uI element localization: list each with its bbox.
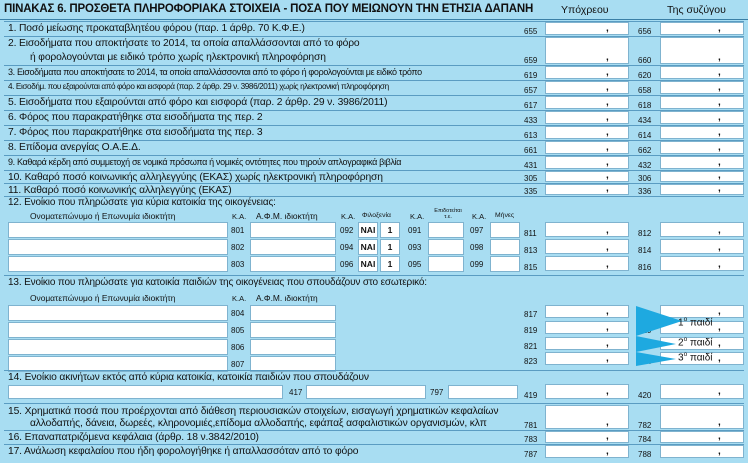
child-1-label	[678, 316, 713, 328]
section14-taxpayer-input[interactable]	[545, 384, 629, 399]
rent-row-2-code-spouse: 814	[638, 246, 652, 255]
row-2-taxpayer-input[interactable]	[545, 37, 629, 64]
row-4-code-taxpayer: 657	[524, 86, 538, 95]
row-1-comma-spouse: ,	[718, 23, 721, 34]
col13-ka-header: Κ.Α.	[232, 294, 247, 303]
row-7-comma-spouse: ,	[718, 127, 721, 138]
row-11-code-taxpayer: 335	[524, 187, 538, 196]
row-8-taxpayer-input[interactable]	[545, 141, 629, 154]
row-2-code-taxpayer: 659	[524, 56, 538, 65]
row-4-taxpayer-input[interactable]	[545, 81, 629, 94]
rule	[4, 155, 744, 156]
row-9-code-spouse: 432	[638, 161, 652, 170]
row-15-code-taxpayer: 781	[524, 421, 538, 430]
row-3-spouse-input[interactable]	[660, 66, 744, 79]
row-5-comma-taxpayer: ,	[606, 97, 609, 108]
row-1-spouse-input[interactable]	[660, 22, 744, 35]
rent-subsidy-field[interactable]	[428, 256, 464, 272]
row-11-spouse-input[interactable]	[660, 184, 744, 195]
rent-code-subsidy: 093	[408, 243, 422, 252]
row-5-code-taxpayer: 617	[524, 101, 538, 110]
row-5-comma-spouse: ,	[718, 97, 721, 108]
child-2-sup: ο	[683, 336, 688, 343]
row-7-code-taxpayer: 613	[524, 131, 538, 140]
rent-row-1-comma-spouse: ,	[718, 225, 721, 236]
row-17-code-taxpayer: 787	[524, 450, 538, 459]
section14-name-field[interactable]	[8, 385, 283, 399]
row-16-spouse-input[interactable]	[660, 431, 744, 443]
rent-name-field[interactable]	[8, 239, 228, 255]
section14-ka1: 417	[289, 388, 303, 397]
row-8-code-taxpayer: 661	[524, 146, 538, 155]
row-8-spouse-input[interactable]	[660, 141, 744, 154]
row-7-code-spouse: 614	[638, 131, 652, 140]
row-11-label: 11. Καθαρό ποσό κοινωνικής αλληλεγγύης (ΕΚΑΣ)	[8, 185, 232, 196]
row-6-label: 6. Φόρος που παρακρατήθηκε στα εισοδήματα της περ. 2	[8, 112, 263, 123]
row-3-comma-taxpayer: ,	[606, 67, 609, 78]
column-header-spouse: Της συζύγου	[667, 4, 726, 16]
row-5-spouse-input[interactable]	[660, 96, 744, 109]
arrow-child-1-icon	[636, 306, 682, 336]
row-16-code-spouse: 784	[638, 435, 652, 444]
row-16-code-taxpayer: 783	[524, 435, 538, 444]
row-7-spouse-input[interactable]	[660, 126, 744, 139]
row-6-comma-spouse: ,	[718, 112, 721, 123]
row-8-comma-spouse: ,	[718, 142, 721, 153]
row-6-code-taxpayer: 433	[524, 116, 538, 125]
rent-row-3-spouse-input[interactable]	[660, 256, 744, 271]
col-afm-header: Α.Φ.Μ. ιδιοκτήτη	[256, 211, 318, 221]
rent-afm-field[interactable]	[250, 222, 336, 238]
child-3-label	[678, 351, 713, 363]
row-16-label: 16. Επαναπατριζόμενα κεφάλαια (άρθρ. 18 ν.3842/2010)	[8, 432, 259, 443]
row-7-label: 7. Φόρος που παρακρατήθηκε στα εισοδήματα της περ. 3	[8, 127, 263, 138]
rent-code-subsidy: 091	[408, 226, 422, 235]
rent-row-1-code-spouse: 812	[638, 229, 652, 238]
rule	[4, 275, 744, 276]
col13-afm-header: Α.Φ.Μ. ιδιοκτήτη	[256, 293, 318, 303]
row-15-comma-spouse: ,	[718, 417, 721, 428]
row-17-comma-spouse: ,	[718, 446, 721, 457]
rent-hosting-yes-checkbox[interactable]: ΝΑΙ	[358, 256, 378, 272]
rule	[4, 183, 744, 184]
section14-spouse-input[interactable]	[660, 384, 744, 399]
rent-name-field[interactable]	[8, 222, 228, 238]
rent-row-2-code-taxpayer: 813	[524, 246, 538, 255]
rent-row-2-comma-spouse: ,	[718, 242, 721, 253]
rent-hosting-yes-checkbox[interactable]: ΝΑΙ	[358, 239, 378, 255]
rule	[4, 36, 744, 37]
col-ka4-header: Κ.Α.	[472, 212, 487, 221]
row-17-taxpayer-input[interactable]	[545, 445, 629, 458]
row-6-taxpayer-input[interactable]	[545, 111, 629, 124]
section-12-title: 12. Ενοίκιο που πληρώσατε για κύρια κατοικία της οικογένειας:	[8, 197, 276, 208]
col-ka2-header: Κ.Α.	[341, 212, 356, 221]
student-rent-amount-2-code-taxpayer: 819	[524, 326, 538, 335]
row-1-code-spouse: 656	[638, 27, 652, 36]
row-11-code-spouse: 336	[638, 187, 652, 196]
student-rent-amount-2-comma-taxpayer: ,	[606, 322, 609, 333]
rule	[4, 170, 744, 171]
child-1-word: παιδί	[687, 317, 713, 329]
rent-code-hosting: 094	[340, 243, 354, 252]
row-7-taxpayer-input[interactable]	[545, 126, 629, 139]
row-11-comma-taxpayer: ,	[606, 183, 609, 194]
col-subsidy-header: Επιδοτείται τ.ε.	[434, 208, 462, 220]
section-13-title: 13. Ενοίκιο που πληρώσατε για κατοικία παιδιών της οικογένειας που σπουδάζουν στο εσωτερικό:	[8, 277, 427, 288]
row-15-code-spouse: 782	[638, 421, 652, 430]
student-rent-amount-2-taxpayer-input[interactable]	[545, 321, 629, 334]
row-4-label: 4. Εισοδήμ. που εξαιρούνται από φόρο και εισφορά (παρ. 2 άρθρ. 29 ν. 3986/2011) χωρίς ηλεκτρονική πληροφόρηση	[8, 82, 389, 91]
student-rent-amount-3-code-taxpayer: 821	[524, 342, 538, 351]
rent-subsidy-field[interactable]	[428, 239, 464, 255]
student-rent-name-field[interactable]	[8, 339, 228, 355]
row-2-code-spouse: 660	[638, 56, 652, 65]
row-2-spouse-input[interactable]	[660, 37, 744, 64]
row-17-code-spouse: 788	[638, 450, 652, 459]
row-10-label: 10. Καθαρό ποσό κοινωνικής αλληλεγγύης (ΕΚΑΣ) χωρίς ηλεκτρονική πληροφόρηση	[8, 172, 383, 183]
row-3-taxpayer-input[interactable]	[545, 66, 629, 79]
student-rent-amount-4-code-taxpayer: 823	[524, 357, 538, 366]
row-16-taxpayer-input[interactable]	[545, 431, 629, 443]
student-rent-name-field[interactable]	[8, 322, 228, 338]
rule	[4, 110, 744, 111]
student-rent-amount-4-comma-spouse: ,	[718, 353, 721, 364]
col-ka3-header: Κ.Α.	[410, 212, 425, 221]
col-ka-header: Κ.Α.	[232, 212, 247, 221]
rent-row-1-comma-taxpayer: ,	[606, 225, 609, 236]
row-2-label-line2: ή φορολογούνται με ειδικό τρόπο χωρίς ηλεκτρονική πληροφόρηση	[30, 52, 326, 63]
row-3-label: 3. Εισοδήματα που αποκτήσατε το 2014, τα οποία απαλλάσσονται από το φόρο ή φορολογούνται με ειδικό τρόπο	[8, 67, 422, 77]
rent-afm-field[interactable]	[250, 239, 336, 255]
row-6-code-spouse: 434	[638, 116, 652, 125]
row-15-comma-taxpayer: ,	[606, 417, 609, 428]
row-1-comma-taxpayer: ,	[606, 23, 609, 34]
child-3-word: παιδί	[687, 352, 713, 364]
child-1-num: 1	[678, 317, 684, 329]
row-15-taxpayer-input[interactable]	[545, 405, 629, 429]
student-rent-ka: 807	[231, 360, 245, 369]
row-4-code-spouse: 658	[638, 86, 652, 95]
arrow-child-2-icon	[636, 336, 676, 352]
rent-code-subsidy: 095	[408, 260, 422, 269]
rent-code-hosting: 092	[340, 226, 354, 235]
child-2-label	[678, 336, 713, 348]
row-8-label: 8. Επίδομα ανεργίας Ο.Α.Ε.Δ.	[8, 142, 141, 153]
rent-subsidy-field[interactable]	[428, 222, 464, 238]
rule	[4, 80, 744, 81]
student-rent-amount-1-taxpayer-input[interactable]	[545, 305, 629, 318]
student-rent-afm-field[interactable]	[250, 339, 336, 355]
student-rent-amount-1-comma-taxpayer: ,	[606, 306, 609, 317]
row-9-label: 9. Καθαρά κέρδη από συμμετοχή σε νομικά πρόσωπα ή νομικές οντότητες που τηρούν απλογραφικά βιβλία	[8, 157, 402, 167]
row-17-comma-taxpayer: ,	[606, 446, 609, 457]
student-rent-afm-field[interactable]	[250, 322, 336, 338]
row-3-comma-spouse: ,	[718, 67, 721, 78]
rent-code-months: 098	[470, 243, 484, 252]
rent-ka: 803	[231, 260, 245, 269]
row-8-code-spouse: 662	[638, 146, 652, 155]
row-2-label: 2. Εισοδήματα που αποκτήσατε το 2014, τα οποία απαλλάσσονται από το φόρο	[8, 38, 360, 49]
rent-code-months: 097	[470, 226, 484, 235]
section14-afm-field[interactable]	[306, 385, 426, 399]
student-rent-amount-1-comma-spouse: ,	[718, 306, 721, 317]
row-11-taxpayer-input[interactable]	[545, 184, 629, 195]
row-4-comma-spouse: ,	[718, 82, 721, 93]
row-9-comma-taxpayer: ,	[606, 157, 609, 168]
row-15-label: 15. Χρηματικά ποσά που προέρχονται από διάθεση περιουσιακών στοιχείων, εισαγωγή χρηματικών κεφαλαίων	[8, 406, 499, 417]
row-10-taxpayer-input[interactable]	[545, 171, 629, 182]
row-9-taxpayer-input[interactable]	[545, 156, 629, 169]
section-14-title: 14. Ενοίκιο ακινήτων εκτός από κύρια κατοικία, κατοικία παιδιών που σπουδάζουν	[8, 372, 369, 383]
rent-row-1-spouse-input[interactable]	[660, 222, 744, 237]
row-7-comma-taxpayer: ,	[606, 127, 609, 138]
row-2-comma-taxpayer: ,	[606, 52, 609, 63]
child-2-word: παιδί	[687, 337, 713, 349]
rent-row-2-taxpayer-input[interactable]	[545, 239, 629, 254]
rent-name-field[interactable]	[8, 256, 228, 272]
rule	[4, 430, 744, 431]
student-rent-amount-4-comma-taxpayer: ,	[606, 353, 609, 364]
student-rent-amount-3-comma-taxpayer: ,	[606, 338, 609, 349]
row-9-spouse-input[interactable]	[660, 156, 744, 169]
col13-name-header: Ονοματεπώνυμο ή Επωνυμία ιδιοκτήτη	[30, 293, 176, 303]
child-1-sup: ο	[683, 316, 688, 323]
row-3-code-spouse: 620	[638, 71, 652, 80]
row-1-code-taxpayer: 655	[524, 27, 538, 36]
rent-row-1-taxpayer-input[interactable]	[545, 222, 629, 237]
rent-row-2-spouse-input[interactable]	[660, 239, 744, 254]
rent-hosting-count[interactable]: 1	[380, 256, 400, 272]
col-hosting-header: Φιλοξενία	[362, 212, 391, 219]
row-17-spouse-input[interactable]	[660, 445, 744, 458]
rule	[4, 21, 744, 22]
student-rent-ka: 804	[231, 309, 245, 318]
row-9-code-taxpayer: 431	[524, 161, 538, 170]
section14-comma2: ,	[718, 386, 721, 397]
row-4-comma-taxpayer: ,	[606, 82, 609, 93]
rule	[4, 196, 744, 197]
section14-ka2: 797	[430, 388, 444, 397]
rent-hosting-count[interactable]: 1	[380, 222, 400, 238]
row-4-spouse-input[interactable]	[660, 81, 744, 94]
column-header-taxpayer: Υπόχρεου	[561, 4, 609, 16]
student-rent-amount-2-comma-spouse: ,	[718, 322, 721, 333]
row-10-code-spouse: 306	[638, 174, 652, 183]
row-15-label-line2: αλλοδαπής, δάνεια, δωρεές, κληρονομιές,επίδομα αλλοδαπής, εφάπαξ ασφαλιστικών οργανισμών, κλπ	[30, 418, 487, 429]
row-10-comma-taxpayer: ,	[606, 170, 609, 181]
row-17-label: 17. Ανάλωση κεφαλαίου που ήδη φορολογήθηκε ή απαλλασσόταν από το φόρο	[8, 446, 359, 457]
rent-row-3-comma-spouse: ,	[718, 259, 721, 270]
rent-ka: 801	[231, 226, 245, 235]
rent-code-months: 099	[470, 260, 484, 269]
rent-row-3-comma-taxpayer: ,	[606, 259, 609, 270]
row-5-taxpayer-input[interactable]	[545, 96, 629, 109]
rule	[4, 444, 744, 445]
section14-code2: 420	[638, 391, 652, 400]
rent-row-3-code-spouse: 816	[638, 263, 652, 272]
rent-months-field[interactable]	[490, 256, 520, 272]
page-title: ΠΙΝΑΚΑΣ 6. ΠΡΟΣΘΕΤΑ ΠΛΗΡΟΦΟΡΙΑΚΑ ΣΤΟΙΧΕΙΑ - ΠΟΣΑ ΠΟΥ ΜΕΙΩΝΟΥΝ ΤΗΝ ΕΤΗΣΙΑ ΔΑΠΑΝΗ	[4, 3, 534, 15]
rent-ka: 802	[231, 243, 245, 252]
rent-row-1-code-taxpayer: 811	[524, 229, 537, 238]
row-6-comma-taxpayer: ,	[606, 112, 609, 123]
row-6-spouse-input[interactable]	[660, 111, 744, 124]
row-10-spouse-input[interactable]	[660, 171, 744, 182]
student-rent-ka: 806	[231, 343, 245, 352]
rent-months-field[interactable]	[490, 239, 520, 255]
rule	[4, 65, 744, 66]
rule	[4, 95, 744, 96]
student-rent-amount-3-taxpayer-input[interactable]	[545, 337, 629, 350]
student-rent-afm-field[interactable]	[250, 305, 336, 321]
rent-row-2-comma-taxpayer: ,	[606, 242, 609, 253]
rule	[4, 140, 744, 141]
row-5-code-spouse: 618	[638, 101, 652, 110]
col-months-header: Μήνες	[495, 212, 515, 219]
col-name-header: Ονοματεπώνυμο ή Επωνυμία ιδιοκτήτη	[30, 211, 176, 221]
rent-row-3-code-taxpayer: 815	[524, 263, 538, 272]
rent-afm-field[interactable]	[250, 256, 336, 272]
rent-hosting-yes-checkbox[interactable]: ΝΑΙ	[358, 222, 378, 238]
child-3-num: 3	[678, 352, 684, 364]
section14-code1: 419	[524, 391, 538, 400]
rent-row-3-taxpayer-input[interactable]	[545, 256, 629, 271]
rule	[4, 403, 744, 404]
row-3-code-taxpayer: 619	[524, 71, 538, 80]
rule	[4, 370, 744, 371]
child-3-sup: ο	[683, 351, 688, 358]
row-10-comma-spouse: ,	[718, 170, 721, 181]
student-rent-name-field[interactable]	[8, 305, 228, 321]
student-rent-ka: 805	[231, 326, 245, 335]
rule	[4, 125, 744, 126]
child-2-num: 2	[678, 337, 684, 349]
section14-extra-field[interactable]	[448, 385, 518, 399]
student-rent-amount-4-taxpayer-input[interactable]	[545, 352, 629, 365]
row-2-comma-spouse: ,	[718, 52, 721, 63]
arrow-child-3-icon	[636, 352, 676, 366]
row-8-comma-taxpayer: ,	[606, 142, 609, 153]
rent-months-field[interactable]	[490, 222, 520, 238]
rent-code-hosting: 096	[340, 260, 354, 269]
row-16-comma-spouse: ,	[718, 431, 721, 442]
row-11-comma-spouse: ,	[718, 183, 721, 194]
row-1-label: 1. Ποσό μείωσης προκαταβλητέου φόρου (παρ. 1 άρθρ. 70 Κ.Φ.Ε.)	[8, 23, 305, 34]
student-rent-amount-3-comma-spouse: ,	[718, 338, 721, 349]
rent-hosting-count[interactable]: 1	[380, 239, 400, 255]
row-9-comma-spouse: ,	[718, 157, 721, 168]
section14-comma1: ,	[606, 386, 609, 397]
row-16-comma-taxpayer: ,	[606, 431, 609, 442]
row-10-code-taxpayer: 305	[524, 174, 538, 183]
row-15-spouse-input[interactable]	[660, 405, 744, 429]
student-rent-amount-1-code-taxpayer: 817	[524, 310, 538, 319]
row-5-label: 5. Εισοδήματα που εξαιρούνται από φόρο και εισφορά (παρ. 2 άρθρ. 29 ν. 3986/2011)	[8, 97, 388, 108]
row-1-taxpayer-input[interactable]	[545, 22, 629, 35]
